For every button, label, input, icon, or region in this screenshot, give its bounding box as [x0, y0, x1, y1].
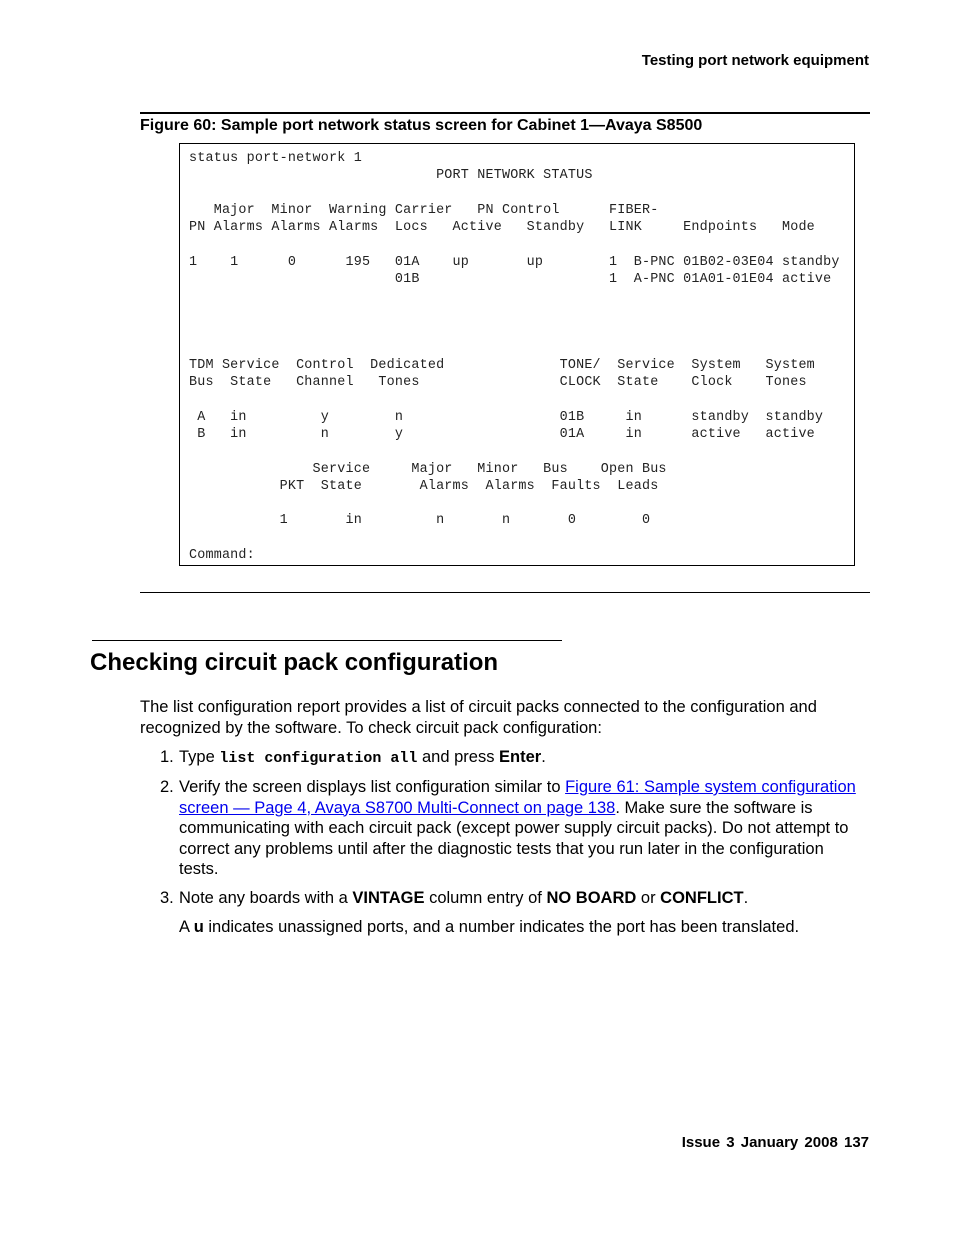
figure-bottom-rule: [140, 592, 870, 593]
intro-paragraph: The list configuration report provides a list of circuit packs connected to the configuration and recognized by the software. To check circuit pack configuration:: [140, 698, 817, 737]
figure-caption: Figure 60: Sample port network status screen for Cabinet 1—Avaya S8500: [140, 117, 703, 134]
screen-line: 1 in n n 0 0: [189, 513, 651, 529]
screen-line: Major Minor Warning Carrier PN Control FIBER-: [189, 202, 659, 218]
key-name: Enter: [499, 748, 542, 766]
page-footer: Issue 3 January 2008 137: [681, 1134, 869, 1151]
command-text: list configuration all: [219, 750, 418, 767]
screen-line: PORT NETWORK STATUS: [189, 168, 593, 184]
section-rule: [92, 640, 562, 641]
step-number: 1.: [160, 748, 174, 766]
screen-line: status port-network 1: [189, 151, 362, 166]
running-header: Testing port network equipment: [641, 52, 869, 69]
screen-line: Bus State Channel Tones CLOCK State Clock Tones: [189, 375, 807, 391]
screen-line: 01B 1 A-PNC 01A01-01E04 active: [189, 271, 832, 287]
step-number: 2.: [160, 778, 174, 796]
section-title: Checking circuit pack configuration: [90, 649, 499, 676]
screen-line: A in y n 01B in standby standby: [189, 409, 824, 425]
screen-line: 1 1 0 195 01A up up 1 B-PNC 01B02-03E04 standby: [189, 254, 840, 270]
screen-line: Command:: [189, 547, 255, 563]
figure-top-rule: [140, 112, 870, 114]
figure-61-link[interactable]: Figure 61: Sample system configuration screen — Page 4, Avaya S8700 Multi-Connect on page 138: [179, 778, 856, 817]
screen-line: Service Major Minor Bus Open Bus: [189, 461, 667, 477]
screen-line: B in n y 01A in active active: [189, 427, 815, 442]
screen-line: PN Alarms Alarms Alarms Locs Active Standby LINK Endpoints Mode: [189, 220, 815, 235]
terminal-screen: [179, 143, 855, 566]
screen-line: PKT State Alarms Alarms Faults Leads: [189, 478, 659, 494]
screen-line: TDM Service Control Dedicated TONE/ Service System System: [189, 358, 815, 373]
step-number: 3.: [160, 889, 174, 907]
